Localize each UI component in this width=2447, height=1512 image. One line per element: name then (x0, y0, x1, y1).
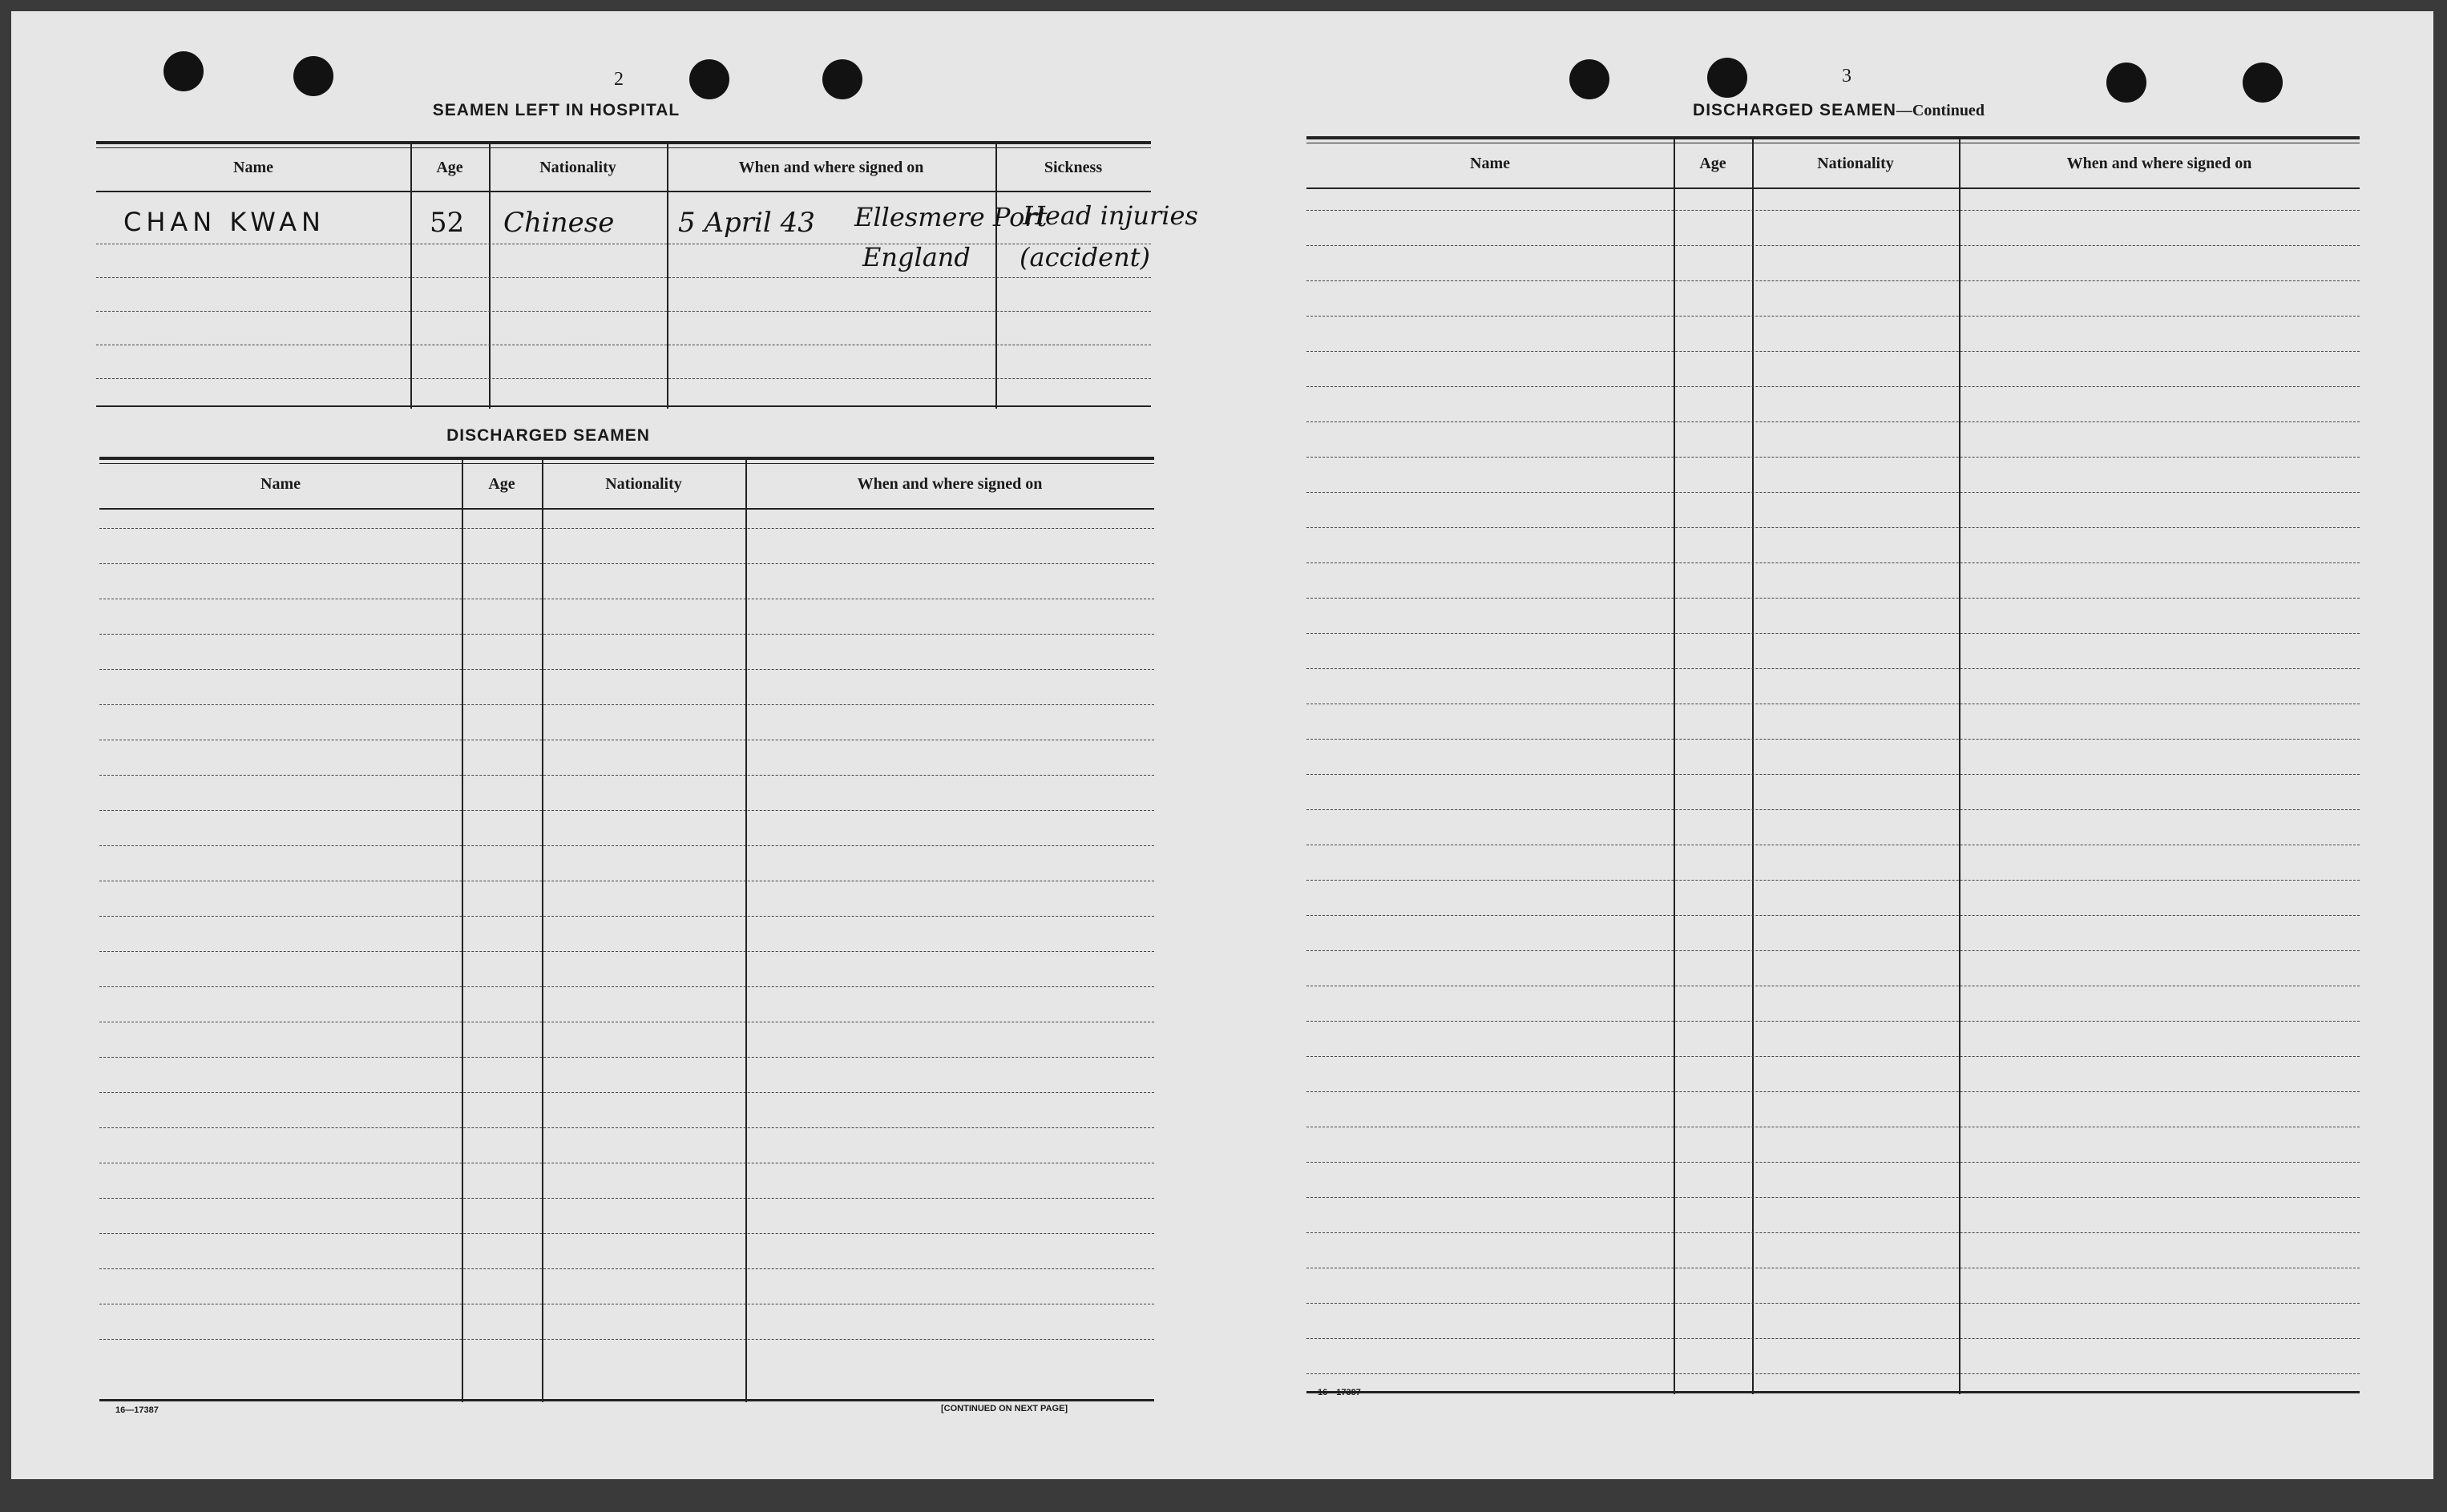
page-number: 3 (1842, 66, 1851, 87)
row-rule (1306, 915, 2360, 916)
col-header-age: Age (436, 158, 463, 176)
document-sheet (11, 11, 2433, 1479)
row-rule (1306, 880, 2360, 881)
row-rule (1306, 1091, 2360, 1092)
row-rule (1306, 1303, 2360, 1304)
entry-signed-on-place-line1: Ellesmere Port (854, 202, 1048, 232)
row-rule (99, 1339, 1154, 1340)
row-rule (1306, 316, 2360, 317)
row-rules (99, 460, 1154, 1405)
column-divider (489, 144, 491, 409)
discharged-continued-table (1306, 136, 2360, 1397)
row-rule (99, 1092, 1154, 1093)
entry-name: CHAN KWAN (123, 207, 325, 237)
column-divider (995, 144, 997, 409)
row-rule (1306, 210, 2360, 211)
row-rule (1306, 351, 2360, 352)
row-rule (99, 845, 1154, 846)
row-rule (1306, 562, 2360, 563)
row-rule (96, 311, 1151, 312)
continued-note: [CONTINUED ON NEXT PAGE] (941, 1404, 1068, 1413)
punch-hole (1707, 58, 1747, 98)
row-rule (99, 1268, 1154, 1269)
column-divider (667, 144, 668, 409)
row-rule (99, 951, 1154, 952)
discharged-table (99, 457, 1154, 1405)
row-rule (1306, 1197, 2360, 1198)
form-number: 16—17387 (115, 1405, 159, 1415)
row-rule (99, 986, 1154, 987)
row-rule (1306, 421, 2360, 422)
punch-hole (1569, 59, 1609, 99)
row-rule (1306, 1373, 2360, 1374)
row-rule (99, 775, 1154, 776)
row-rules (1306, 139, 2360, 1397)
punch-hole (164, 51, 204, 91)
row-rule (99, 1127, 1154, 1128)
row-rule (1306, 386, 2360, 387)
row-rule (1306, 809, 2360, 810)
row-rule (1306, 1056, 2360, 1057)
col-header-nationality: Nationality (539, 158, 616, 176)
col-header-name: Name (260, 474, 301, 493)
row-rule (1306, 1338, 2360, 1339)
punch-hole (2243, 62, 2283, 103)
col-header-age: Age (488, 474, 515, 493)
row-rule (99, 704, 1154, 705)
row-rule (99, 634, 1154, 635)
page-number: 2 (614, 69, 624, 90)
row-rule (1306, 280, 2360, 281)
col-header-nationality: Nationality (1817, 154, 1894, 172)
row-rule (1306, 739, 2360, 740)
row-rule (99, 1233, 1154, 1234)
col-header-name: Name (1470, 154, 1510, 172)
punch-hole (689, 59, 729, 99)
entry-sickness-line2: (accident) (1020, 242, 1151, 272)
table-bottom-rule (99, 1399, 1154, 1401)
row-rule (1306, 668, 2360, 669)
row-rule (1306, 633, 2360, 634)
row-rule (96, 277, 1151, 278)
title-suffix: —Continued (1896, 102, 1985, 119)
punch-hole (822, 59, 862, 99)
row-rule (96, 378, 1151, 379)
row-rule (99, 916, 1154, 917)
row-rule (1306, 245, 2360, 246)
row-rule (99, 1057, 1154, 1058)
hospital-table (96, 141, 1198, 409)
row-rule (1306, 492, 2360, 493)
entry-nationality: Chinese (503, 207, 615, 239)
row-rule (99, 810, 1154, 811)
entry-signed-on-date: 5 April 43 (678, 207, 815, 239)
column-divider (410, 144, 412, 409)
col-header-signed-on: When and where signed on (2066, 154, 2252, 172)
col-header-signed-on: When and where signed on (857, 474, 1043, 493)
discharged-continued-title (1630, 101, 2047, 120)
row-rule (99, 669, 1154, 670)
col-header-sickness: Sickness (1044, 158, 1103, 176)
table-bottom-rule (96, 405, 1151, 407)
col-header-age: Age (1699, 154, 1726, 172)
row-rule (1306, 527, 2360, 528)
punch-hole (2106, 62, 2146, 103)
hospital-section-title: SEAMEN LEFT IN HOSPITAL (432, 101, 680, 119)
row-rule (1306, 598, 2360, 599)
title-main: DISCHARGED SEAMEN (1693, 101, 1896, 119)
punch-hole (293, 56, 333, 96)
col-header-signed-on: When and where signed on (738, 158, 924, 176)
row-rule (99, 563, 1154, 564)
entry-sickness-line1: Head injuries (1023, 200, 1198, 231)
row-rule (1306, 1162, 2360, 1163)
entry-signed-on-place-line2: England (862, 242, 971, 272)
hospital-table-header (96, 144, 1151, 192)
table-bottom-rule (1306, 1391, 2360, 1393)
row-rule (1306, 457, 2360, 458)
row-rule (99, 1198, 1154, 1199)
row-rule (1306, 950, 2360, 951)
entry-age: 52 (430, 207, 465, 239)
col-header-name: Name (233, 158, 273, 176)
row-rule (99, 528, 1154, 529)
form-number: 16—17387 (1318, 1388, 1361, 1397)
discharged-section-title: DISCHARGED SEAMEN (446, 426, 650, 445)
row-rule (1306, 1232, 2360, 1233)
row-rule (1306, 774, 2360, 775)
col-header-nationality: Nationality (605, 474, 682, 493)
row-rule (1306, 1021, 2360, 1022)
